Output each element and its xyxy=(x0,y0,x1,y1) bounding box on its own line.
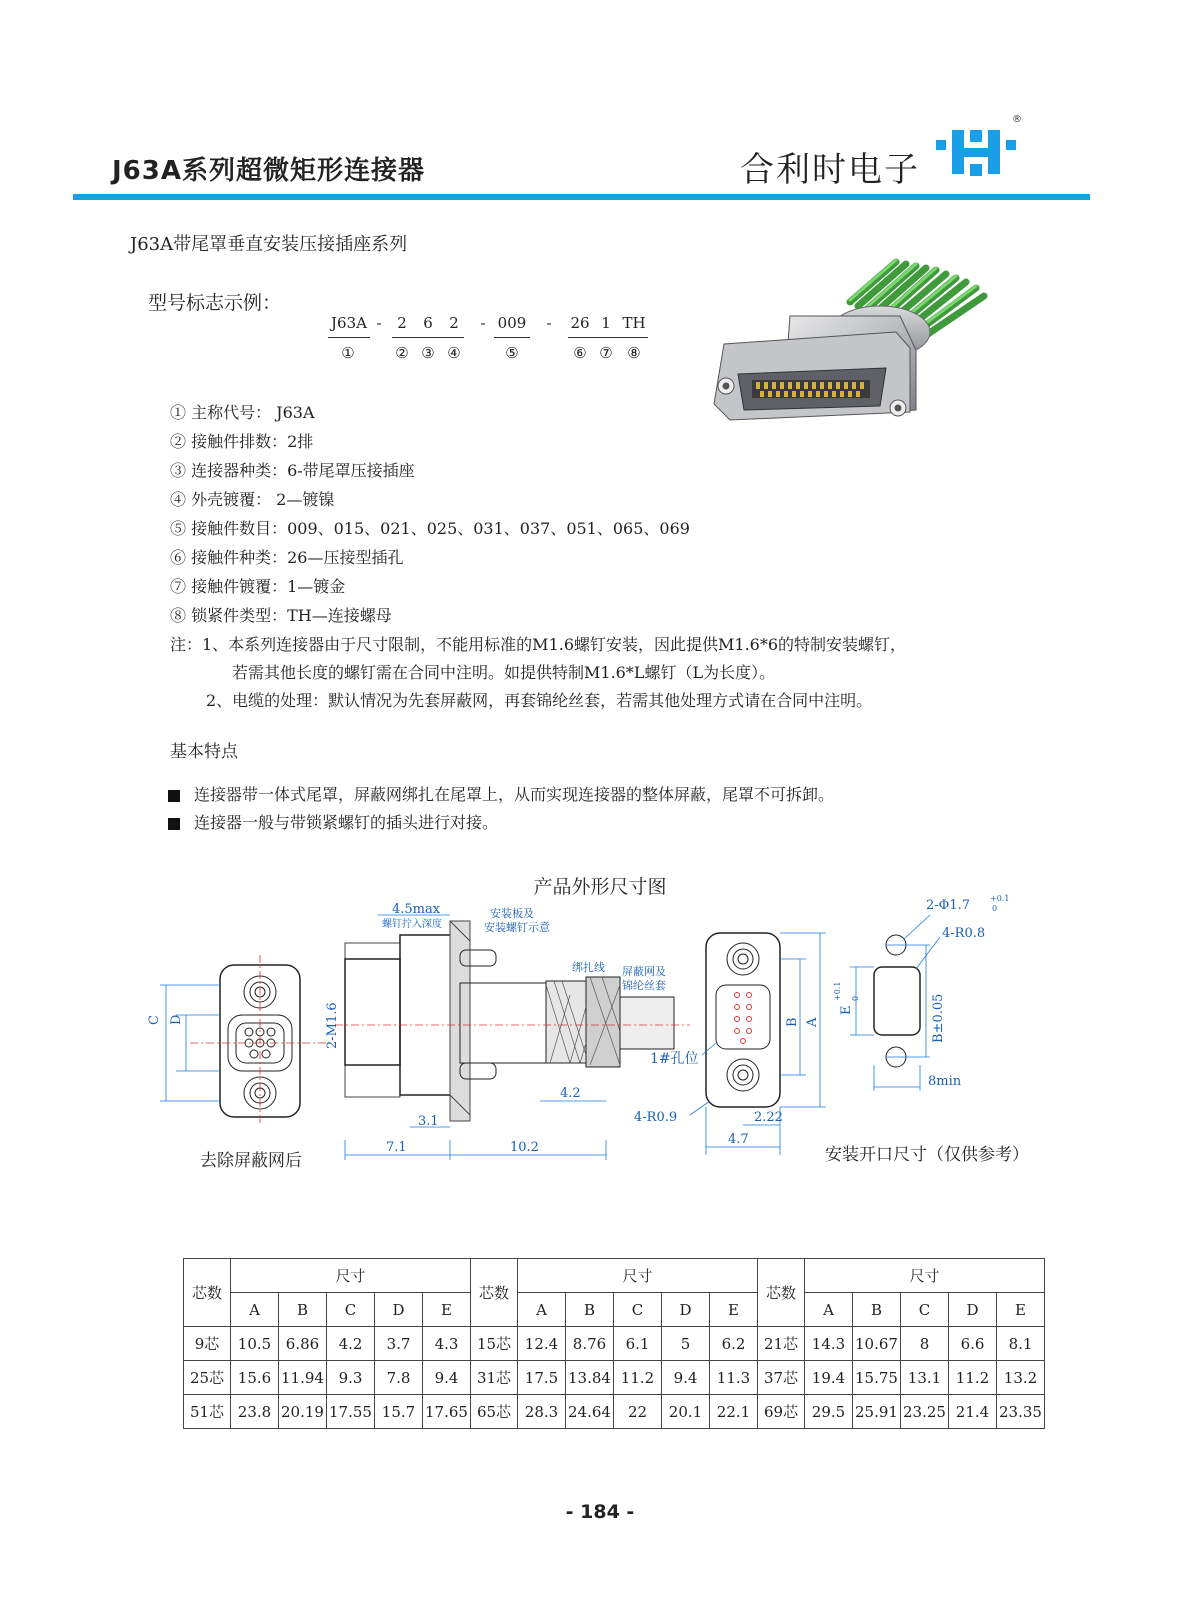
panel-cutout xyxy=(850,915,940,1091)
list-item: ③ 连接器种类：6-带尾罩压接插座 xyxy=(170,461,415,480)
table-cell: 9.3 xyxy=(327,1361,375,1395)
col-header: E xyxy=(710,1293,758,1327)
table-cell: 23.8 xyxy=(231,1395,279,1429)
note-1: 注：1、本系列连接器由于尺寸限制，不能用标准的M1.6螺钉安装，因此提供M1.6*6的特制安装螺钉， xyxy=(170,635,907,654)
table-cell: 6.1 xyxy=(614,1327,662,1361)
feature-item xyxy=(168,810,498,833)
code-number: ① xyxy=(341,344,355,362)
caption-right: 安装开口尺寸（仅供参考） xyxy=(825,1145,1029,1165)
table-cell: 7.8 xyxy=(375,1361,423,1395)
table-cell: 10.5 xyxy=(231,1327,279,1361)
table-header-size: 尺寸 xyxy=(518,1259,758,1293)
code-number: ⑥ xyxy=(573,344,587,362)
table-cell: 4.3 xyxy=(423,1327,471,1361)
note-2: 2、电缆的处理：默认情况为先套屏蔽网，再套锦纶丝套，若需其他处理方式请在合同中注明。 xyxy=(206,691,873,710)
dim-r09: 4-R0.9 xyxy=(634,1110,678,1125)
table-cell: 20.19 xyxy=(279,1395,327,1429)
code-number: ⑤ xyxy=(505,344,519,362)
table-cell: 17.55 xyxy=(327,1395,375,1429)
header-rule xyxy=(73,194,1090,200)
note-1-cont: 若需其他长度的螺钉需在合同中注明。如提供特制M1.6*L螺钉（L为长度）。 xyxy=(232,663,776,682)
table-cell: 11.2 xyxy=(614,1361,662,1395)
label-panel: 安装板及 xyxy=(490,907,534,920)
table-cell: 6.86 xyxy=(279,1327,327,1361)
code-part: J63A xyxy=(331,314,367,332)
table-cell: 11.2 xyxy=(949,1361,997,1395)
table-cell: 17.5 xyxy=(518,1361,566,1395)
table-cell: 9.4 xyxy=(662,1361,710,1395)
table-cell: 13.84 xyxy=(566,1361,614,1395)
list-item: ② 接触件排数：2排 xyxy=(170,432,314,451)
code-part: 2 xyxy=(449,314,459,332)
code-number: ② xyxy=(395,344,409,362)
col-header: D xyxy=(662,1293,710,1327)
table-cell: 12.4 xyxy=(518,1327,566,1361)
table-cell: 14.3 xyxy=(805,1327,853,1361)
table-header-count: 芯数 xyxy=(471,1259,518,1327)
table-cell: 11.94 xyxy=(279,1361,327,1395)
dim-b: B xyxy=(785,1017,800,1027)
table-cell: 20.1 xyxy=(662,1395,710,1429)
table-cell: 69芯 xyxy=(758,1395,805,1429)
list-item: ⑧ 锁紧件类型：TH—连接螺母 xyxy=(170,606,392,625)
dim-phi: 2-Φ1.7 xyxy=(926,898,970,913)
table-header-count: 芯数 xyxy=(758,1259,805,1327)
col-header: B xyxy=(279,1293,327,1327)
brand-logo-icon xyxy=(930,108,1030,188)
dim-2-m16: 2-M1.6 xyxy=(325,1002,340,1049)
table-cell: 3.7 xyxy=(375,1327,423,1361)
table-cell: 15芯 xyxy=(471,1327,518,1361)
col-header: B xyxy=(853,1293,901,1327)
table-cell: 65芯 xyxy=(471,1395,518,1429)
dim-e-tol-up: +0.1 xyxy=(833,981,842,1001)
col-header: A xyxy=(518,1293,566,1327)
code-number: ⑧ xyxy=(627,344,641,362)
table-cell: 25芯 xyxy=(184,1361,231,1395)
front-view-left xyxy=(160,955,330,1125)
col-header: C xyxy=(901,1293,949,1327)
code-part: 2 xyxy=(397,314,407,332)
table-cell: 51芯 xyxy=(184,1395,231,1429)
code-number: ③ xyxy=(421,344,435,362)
dim-45max: 4.5max xyxy=(392,902,441,917)
table-cell: 23.35 xyxy=(997,1395,1045,1429)
table-cell: 28.3 xyxy=(518,1395,566,1429)
code-part: 1 xyxy=(601,314,611,332)
code-part: TH xyxy=(622,314,646,332)
table-cell: 8.1 xyxy=(997,1327,1045,1361)
registered-mark: ® xyxy=(1012,114,1022,125)
dim-a: A xyxy=(805,1017,820,1027)
label-screw-depth: 螺钉拧入深度 xyxy=(382,919,442,930)
table-cell: 15.75 xyxy=(853,1361,901,1395)
table-cell: 15.7 xyxy=(375,1395,423,1429)
dim-71: 7.1 xyxy=(386,1140,407,1155)
code-part: 6 xyxy=(423,314,433,332)
col-header: E xyxy=(997,1293,1045,1327)
caption-left: 去除屏蔽网后 xyxy=(200,1151,302,1171)
product-photo xyxy=(700,240,1040,450)
label-panel-screw: 安装螺钉示意 xyxy=(484,921,550,934)
code-dash: - xyxy=(546,314,552,332)
feature-item xyxy=(168,782,834,805)
code-dash: - xyxy=(480,314,486,332)
dim-c: C xyxy=(147,1015,162,1025)
col-header: D xyxy=(375,1293,423,1327)
table-row xyxy=(184,1327,1045,1361)
dim-phi-tol-down: 0 xyxy=(992,904,998,913)
dim-47: 4.7 xyxy=(728,1132,749,1147)
code-number: ④ xyxy=(447,344,461,362)
code-legend-list xyxy=(170,398,690,630)
dimension-table xyxy=(183,1258,1045,1429)
label-pin1: 1#孔位 xyxy=(650,1051,699,1067)
table-row xyxy=(184,1361,1045,1395)
list-item: ④ 外壳镀覆： 2—镀镍 xyxy=(170,490,335,509)
dim-222: 2.22 xyxy=(754,1110,783,1125)
table-cell: 22.1 xyxy=(710,1395,758,1429)
dim-8min: 8min xyxy=(928,1074,962,1089)
col-header: E xyxy=(423,1293,471,1327)
list-item: ⑤ 接触件数目：009、015、021、025、031、037、051、065、069 xyxy=(170,519,690,538)
dim-phi-tol-up: +0.1 xyxy=(990,894,1010,903)
col-header: C xyxy=(614,1293,662,1327)
page-number: - 184 - xyxy=(565,1501,635,1523)
code-part: 26 xyxy=(570,314,590,332)
dim-d: D xyxy=(169,1014,184,1025)
table-header-count: 芯数 xyxy=(184,1259,231,1327)
table-cell: 9.4 xyxy=(423,1361,471,1395)
label-nylon-sleeve: 锦纶丝套 xyxy=(622,979,666,992)
table-cell: 5 xyxy=(662,1327,710,1361)
example-heading: 型号标志示例： xyxy=(148,292,282,314)
col-header: B xyxy=(566,1293,614,1327)
table-header-size: 尺寸 xyxy=(231,1259,471,1293)
col-header: D xyxy=(949,1293,997,1327)
label-shield: 屏蔽网及 xyxy=(622,965,666,978)
table-cell: 8.76 xyxy=(566,1327,614,1361)
list-item: ⑥ 接触件种类：26—压接型插孔 xyxy=(170,548,404,567)
document-title: J63A系列超微矩形连接器 xyxy=(112,156,425,186)
table-cell: 22 xyxy=(614,1395,662,1429)
col-header: A xyxy=(231,1293,279,1327)
table-cell: 15.6 xyxy=(231,1361,279,1395)
feature-text: 连接器一般与带锁紧螺钉的插头进行对接。 xyxy=(194,813,499,832)
drawing-title: 产品外形尺寸图 xyxy=(533,876,667,898)
feature-text: 连接器带一体式尾罩，屏蔽网绑扎在尾罩上，从而实现连接器的整体屏蔽，尾罩不可拆卸。 xyxy=(194,785,835,804)
dim-e: E xyxy=(839,1005,854,1015)
table-cell: 4.2 xyxy=(327,1327,375,1361)
table-cell: 8 xyxy=(901,1327,949,1361)
table-cell: 9芯 xyxy=(184,1327,231,1361)
table-cell: 24.64 xyxy=(566,1395,614,1429)
table-cell: 31芯 xyxy=(471,1361,518,1395)
dim-e-tol-down: 0 xyxy=(851,995,860,1001)
table-cell: 10.67 xyxy=(853,1327,901,1361)
table-cell: 13.1 xyxy=(901,1361,949,1395)
table-header-size: 尺寸 xyxy=(805,1259,1045,1293)
table-cell: 29.5 xyxy=(805,1395,853,1429)
dim-31: 3.1 xyxy=(418,1114,439,1129)
col-header: A xyxy=(805,1293,853,1327)
dim-r08: 4-R0.8 xyxy=(942,926,986,941)
features-title: 基本特点 xyxy=(170,742,238,762)
code-part: 009 xyxy=(497,314,527,332)
brand-name: 合利时电子 xyxy=(740,150,920,190)
table-cell: 13.2 xyxy=(997,1361,1045,1395)
table-cell: 21芯 xyxy=(758,1327,805,1361)
table-cell: 21.4 xyxy=(949,1395,997,1429)
label-tie-wire: 绑扎线 xyxy=(572,961,605,974)
code-dash: - xyxy=(376,314,382,332)
table-cell: 11.3 xyxy=(710,1361,758,1395)
table-cell: 6.6 xyxy=(949,1327,997,1361)
table-cell: 6.2 xyxy=(710,1327,758,1361)
series-subtitle: J63A带尾罩垂直安装压接插座系列 xyxy=(130,234,408,255)
table-cell: 37芯 xyxy=(758,1361,805,1395)
table-cell: 23.25 xyxy=(901,1395,949,1429)
list-item: ⑦ 接触件镀覆：1—镀金 xyxy=(170,577,346,596)
code-number: ⑦ xyxy=(599,344,613,362)
list-item: ① 主称代号： J63A xyxy=(170,403,315,422)
table-row xyxy=(184,1395,1045,1429)
dim-42: 4.2 xyxy=(560,1086,581,1101)
table-cell: 17.65 xyxy=(423,1395,471,1429)
table-cell: 25.91 xyxy=(853,1395,901,1429)
table-cell: 19.4 xyxy=(805,1361,853,1395)
col-header: C xyxy=(327,1293,375,1327)
dim-102: 10.2 xyxy=(510,1140,539,1155)
dim-b005: B±0.05 xyxy=(931,993,946,1043)
